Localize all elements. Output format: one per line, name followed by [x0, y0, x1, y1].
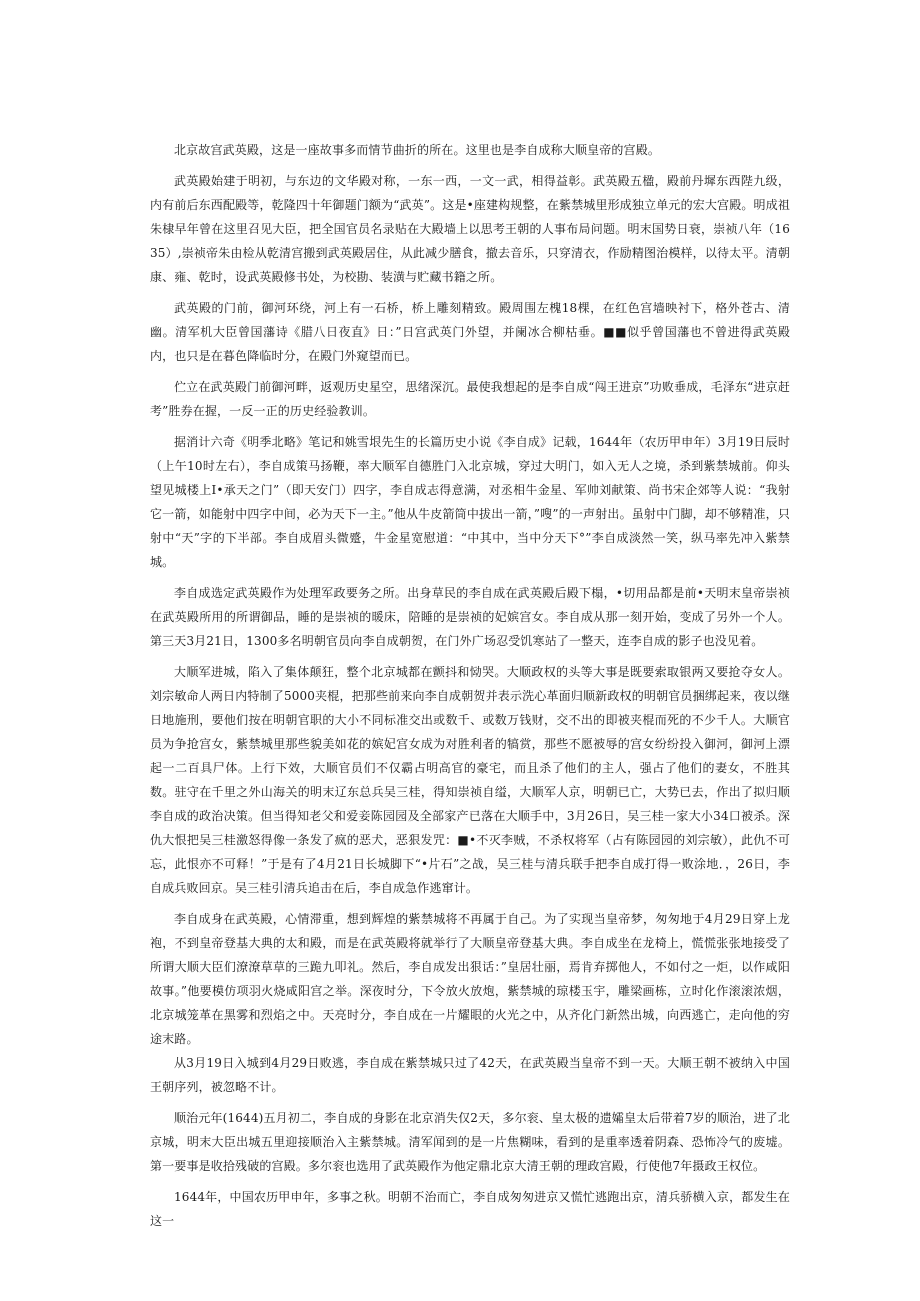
- paragraph-chaos: 大顺军进城，陷入了集体颠狂，整个北京城都在颤抖和恸哭。大顺政权的头等大事是既要索取银两又要抢夺女人。刘宗敏命人两日内特制了5000夹棍，把那些前来向李自成朝贺并表示洗心革面归顺新政权的明朝官员捆绑起来，夜以继日地施刑，要他们按在明朝官职的大小不同标准交出或数千、或数万钱财，交不出的即被夹棍而死的不少千人。大顺官员为争抢宫女，紫禁城里那些貌美如花的嫔妃宫女成为对胜利者的犒赏，那些不愿被辱的宫女纷纷投入御河，御河上漂起一二百具尸体。上行下效，大顺官员们不仅霸占明高官的豪宅，而且杀了他们的主人，强占了他们的妻女，不胜其数。驻守在千里之外山海关的明末辽东总兵吴三桂，得知崇祯自缢，大顺军人京，明朝已亡，大势已去，作出了拟归顺李自成的政治决策。但当得知老父和爱妾陈园园及全部家产已落在大顺手中，3月26日，吴三桂一家大小34口被杀。深仇大恨把吴三桂激怒得像一条发了疯的恶犬，恶狠发咒：■•不灭李贼，不杀权将军（占有陈园园的刘宗敏），此仇不可忘，此恨亦不可释！”于是有了4月21日长城脚下“•片石”之战，吴三桂与清兵联手把李自成打得一败涂地．，26日，李自成兵败回京。吴三桂引清兵追击在后，李自成急作逃窜计。: [150, 665, 790, 895]
- paragraph-entry: 据消计六奇《明季北略》笔记和姚雪垠先生的长篇历史小说《李自成》记载，1644年（农历甲申年）3月19日辰时（上午10时左右），李自成策马扬鞭，率大顺军自德胜门入北京城，穿过大明门，如入无人之境，杀到紫禁城前。仰头望见城楼上I•承天之门”（即天安门）四字，李自成志得意满，对丞相牛金星、军帅刘献策、尚书宋企郊等人说：“我射它一箭，如能射中四字中间，必为天下一主。”他从牛皮箭筒中拔出一箭，”嗖”的一声射出。虽射中门脚，却不够精准，只射中“天”字的下半部。李自成眉头微蹙，牛金星宽慰道：“中其中，当中分天下°”李自成淡然一笑，纵马率先冲入紫禁城。: [150, 435, 790, 569]
- paragraph-intro: 北京故宫武英殿，这是一座故事多而情节曲折的所在。这里也是李自成称大顺皇帝的宫殿。: [174, 143, 661, 157]
- paragraph-reflection: 伫立在武英殿门前御河畔，返观历史星空，思绪深沉。最使我想起的是李自成“闯王进京”功败垂成，毛泽东“进京赶考”胜券在握，一反一正的历史经验教训。: [150, 380, 790, 418]
- paragraph-1644: 1644年，中国农历甲申年，多事之秋。明朝不治而亡，李自成匆匆进京又慌忙逃跑出京，清兵骄横入京，都发生在这一: [150, 1190, 790, 1228]
- paragraph-history: 武英殿始建于明初，与东边的文华殿对称，一东一西，一文一武，相得益彰。武英殿五楹，殿前丹墀东西陛九级，内有前后东西配殿等，乾隆四十年御题门额为“武英”。这是•座建构规整，在紫禁城里形成独立单元的宏大宫殿。明成祖朱棣早年曾在这里召见大臣，把全国官员名录贴在大殿墙上以思考王朝的人事布局问题。明末国势日衰，崇祯八年（1635）,崇祯帝朱由检从乾清宫搬到武英殿居住，从此减少膳食，撤去音乐，只穿清衣，作励精图治模样，以待太平。清朝康、雍、乾时，设武英殿修书处，为校勘、装潢与贮藏书籍之所。: [150, 174, 790, 284]
- paragraph-coronation: 李自成身在武英殿，心情滞重，想到辉煌的紫禁城将不再属于自己。为了实现当皇帝梦，匆匆地于4月29日穿上龙袍，不到皇帝登基大典的太和殿，而是在武英殿将就举行了大顺皇帝登基大典。李自成坐在龙椅上，慌慌张张地接受了所谓大顺大臣们潦潦草草的三跪九叩礼。然后，李自成发出狠话：”皇居壮丽，焉肯弃掷他人，不如付之一炬，以作咸阳故事。”他要模仿项羽火烧咸阳宫之举。深夜时分，下令放火放炮，紫禁城的琼楼玉宇，雕梁画栋，立时化作滚滚浓烟，北京城笼革在黑雾和烈焰之中。天亮时分，李自成在一片耀眼的火光之中，从齐化门新然出城，向西逃亡，走向他的穷途末路。: [150, 912, 790, 1046]
- document-page: [150, 138, 790, 1240]
- paragraph-duration: 从3月19日入城到4月29日败逃，李自成在紫禁城只过了42天，在武英殿当皇帝不到一天。大顺王朝不被纳入中国王朝序列，被忽略不计。: [150, 1056, 790, 1094]
- paragraph-residence: 李自成选定武英殿作为处理军政要务之所。出身草民的李自成在武英殿后殿下榻，•切用品都是前•天明末皇帝崇祯在武英殿所用的所谓御品，睡的是崇祯的暖床，陪睡的是崇祯的妃嫔宫女。李自成从那一刻开始，变成了另外一个人。第三天3月21日，1300多名明朝官员向李自成朝贺，在门外广场忍受饥寒站了一整天，连李自成的影子也没见着。: [150, 586, 790, 648]
- paragraph-gate: 武英殿的门前，御河环绕，河上有一石桥，桥上雕刻精致。殿周围左槐18棵，在红色宫墙映衬下，格外苍古、清幽。清军机大臣曾国藩诗《腊八日夜直》日：”日宫武英门外望，并阑冰合柳枯垂。■■似乎曾国藩也不曾进得武英殿内，也只是在暮色降临时分，在殿门外窥望而已。: [150, 301, 790, 363]
- paragraph-shunzhi: 顺治元年(1644)五月初二，李自成的身影在北京消失仅2天，多尔衮、皇太极的遗孀皇太后带着7岁的顺治，进了北京城，明末大臣出城五里迎接顺治入主紫禁城。清军闻到的是一片焦糊味，看到的是重率透着阴森、恐怖冷气的废墟。第一要事是收拾残破的宫殿。多尔衮也选用了武英殿作为他定鼎北京大清王朝的理政宫殿，行使他7年摄政王权位。: [150, 1111, 790, 1173]
